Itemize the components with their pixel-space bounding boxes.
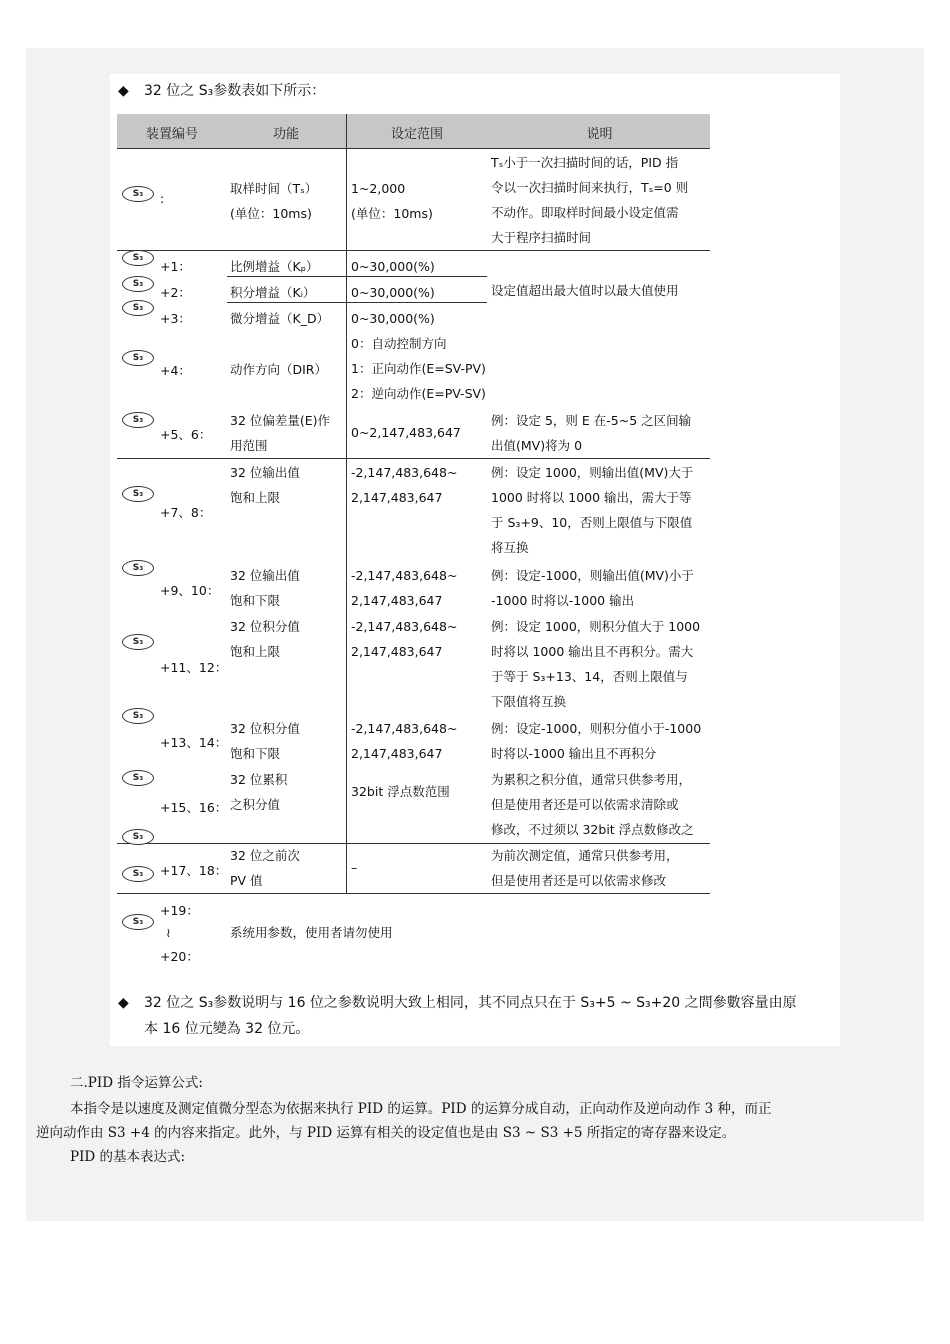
function-text: 32 位积分值 [230, 619, 300, 634]
device-badge-icon: S₃ [122, 560, 154, 576]
device-offset: +20： [160, 949, 199, 964]
row-divider [117, 148, 710, 149]
device-badge-icon: S₃ [122, 770, 154, 786]
footnote [118, 990, 838, 1042]
description-text: 但是使用者还是可以依需求修改 [491, 873, 667, 888]
function-text: 饱和上限 [230, 644, 281, 659]
description-text: 将互换 [491, 540, 529, 555]
device-badge-icon: S₃ [122, 486, 154, 502]
function-text: 饱和下限 [230, 746, 281, 761]
range-text: -2,147,483,648~ [351, 568, 458, 583]
device-badge-icon: S₃ [122, 186, 154, 202]
device-offset: +15、16： [160, 800, 228, 815]
device-badge-icon: S₃ [122, 708, 154, 724]
device-badge-icon: S₃ [122, 276, 154, 292]
description-text: 为累积之积分值，通常只供参考用， [491, 772, 692, 787]
device-offset: +19： [160, 903, 199, 918]
description-text: 于等于 S₃+13、14，否则上限值与 [491, 669, 688, 684]
description-text: 时将以-1000 输出且不再积分 [491, 746, 657, 761]
description-text: 1000 时将以 1000 输出，需大于等 [491, 490, 692, 505]
description-text: 时将以 1000 输出且不再积分。需大 [491, 644, 694, 659]
intro-text: 32 位之 S₃参数表如下所示： [144, 83, 326, 99]
range-text: -2,147,483,648~ [351, 721, 458, 736]
range-text: 2：逆向动作(E=PV-SV) [351, 386, 486, 401]
device-offset: +4： [160, 363, 191, 378]
range-text: -2,147,483,648~ [351, 465, 458, 480]
function-text: 取样时间（Tₛ） [230, 181, 318, 196]
header-description: 说明 [586, 127, 613, 142]
range-text: 32bit 浮点数范围 [351, 784, 450, 799]
function-text: 32 位偏差量(E)作 [230, 413, 331, 428]
device-offset: +1： [160, 259, 191, 274]
row-divider [117, 250, 710, 251]
device-badge-icon: S₃ [122, 250, 154, 266]
description-text: 例：设定 5，则 E 在-5~5 之区间输 [491, 413, 692, 428]
function-text: 比例增益（Kₚ） [230, 259, 319, 274]
section-body-3: PID 的基本表达式: [70, 1149, 186, 1165]
description-text: 例：设定-1000，则积分值小于-1000 [491, 721, 702, 736]
device-offset: +9、10： [160, 583, 220, 598]
range-text: (单位：10ms) [351, 206, 433, 221]
function-text: 微分增益（K_D） [230, 311, 330, 326]
device-offset: +3： [160, 311, 191, 326]
device-badge-icon: S₃ [122, 412, 154, 428]
device-badge-icon: S₃ [122, 634, 154, 650]
row-divider [117, 893, 710, 894]
function-text: 32 位积分值 [230, 721, 300, 736]
device-badge-icon: S₃ [122, 866, 154, 882]
description-text: 修改，不过须以 32bit 浮点数修改之 [491, 822, 694, 837]
function-text: 之积分值 [230, 797, 281, 812]
range-text: – [351, 860, 358, 875]
range-text: 0~30,000(%) [351, 259, 435, 274]
device-offset: +17、18： [160, 863, 228, 878]
footnote-text-1: 32 位之 S₃参数说明与 16 位之参数说明大致上相同，其不同点只在于 S₃+5 ~ S₃+20 之間參數容量由原 [144, 995, 797, 1011]
function-text: 动作方向（DIR） [230, 362, 327, 377]
description-text: Tₛ小于一次扫描时间的话，PID 指 [491, 155, 679, 170]
range-text: -2,147,483,648~ [351, 619, 458, 634]
description-text: 于 S₃+9、10，否则上限值与下限值 [491, 515, 693, 530]
function-text: 积分增益（Kᵢ） [230, 285, 316, 300]
function-text: (单位：10ms) [230, 206, 312, 221]
section-body-1: 本指令是以速度及测定值微分型态为依据来执行 PID 的运算。PID 的运算分成自动，正向动作及逆向动作 3 种，而正 [70, 1101, 772, 1117]
range-text: 0~30,000(%) [351, 311, 435, 326]
function-text: PV 值 [230, 873, 263, 888]
description-text: 不动作。即取样时间最小设定值需 [491, 205, 679, 220]
section-body-2: 逆向动作由 S3 +4 的内容来指定。此外，与 PID 运算有相关的设定值也是由 S3 ~ S3 +5 所指定的寄存器来设定。 [36, 1125, 736, 1141]
function-text: 饱和下限 [230, 593, 281, 608]
function-text: 32 位累积 [230, 772, 288, 787]
table-header [117, 114, 710, 148]
device-badge-icon: S₃ [122, 350, 154, 366]
range-text: 0~30,000(%) [351, 285, 435, 300]
description-text: 例：设定 1000，则积分值大于 1000 [491, 619, 701, 634]
range-text: 2,147,483,647 [351, 746, 443, 761]
description-text: 例：设定-1000，则输出值(MV)小于 [491, 568, 694, 583]
description-text: 设定值超出最大值时以最大值使用 [491, 283, 679, 298]
description-text: 出值(MV)将为 0 [491, 438, 583, 453]
header-device-id: 装置编号 [145, 127, 198, 142]
device-offset: ≀ [166, 925, 171, 940]
device-offset: +2： [160, 285, 191, 300]
row-divider [117, 458, 710, 459]
description-text: 为前次测定值，通常只供参考用， [491, 848, 679, 863]
device-offset: +7、8： [160, 505, 212, 520]
diamond-bullet-icon: ◆ [118, 995, 129, 1011]
device-offset: : [160, 191, 165, 206]
range-text: 0：自动控制方向 [351, 336, 447, 351]
function-text: 饱和上限 [230, 490, 281, 505]
description-text: 令以一次扫描时间来执行，Tₛ=0 则 [491, 180, 689, 195]
device-offset: +11、12： [160, 660, 228, 675]
range-text: 1：正向动作(E=SV-PV) [351, 361, 486, 376]
function-text: 用范围 [230, 438, 268, 453]
function-text: 32 位输出值 [230, 568, 300, 583]
header-function: 功能 [272, 127, 299, 142]
device-badge-icon: S₃ [122, 300, 154, 316]
device-badge-icon: S₃ [122, 829, 154, 845]
range-text: 2,147,483,647 [351, 644, 443, 659]
description-text: 但是使用者还是可以依需求清除或 [491, 797, 679, 812]
function-text: 系统用参数，使用者请勿使用 [230, 925, 393, 940]
intro-line [118, 80, 325, 100]
footnote-text-2: 本 16 位元變為 32 位元。 [144, 1021, 310, 1037]
range-text: 1~2,000 [351, 181, 406, 196]
description-text: 例：设定 1000，则输出值(MV)大于 [491, 465, 694, 480]
description-text: 大于程序扫描时间 [491, 230, 592, 245]
range-text: 2,147,483,647 [351, 593, 443, 608]
device-offset: +5、6： [160, 427, 212, 442]
section-title: 二.PID 指令运算公式: [70, 1075, 203, 1091]
column-divider [346, 114, 347, 894]
diamond-bullet-icon: ◆ [118, 83, 129, 99]
function-text: 32 位之前次 [230, 848, 300, 863]
device-badge-icon: S₃ [122, 914, 154, 930]
range-text: 2,147,483,647 [351, 490, 443, 505]
function-text: 32 位输出值 [230, 465, 300, 480]
range-text: 0~2,147,483,647 [351, 425, 461, 440]
header-range: 设定范围 [390, 127, 443, 142]
description-text: 下限值将互换 [491, 694, 567, 709]
description-text: -1000 时将以-1000 输出 [491, 593, 635, 608]
device-offset: +13、14： [160, 735, 228, 750]
